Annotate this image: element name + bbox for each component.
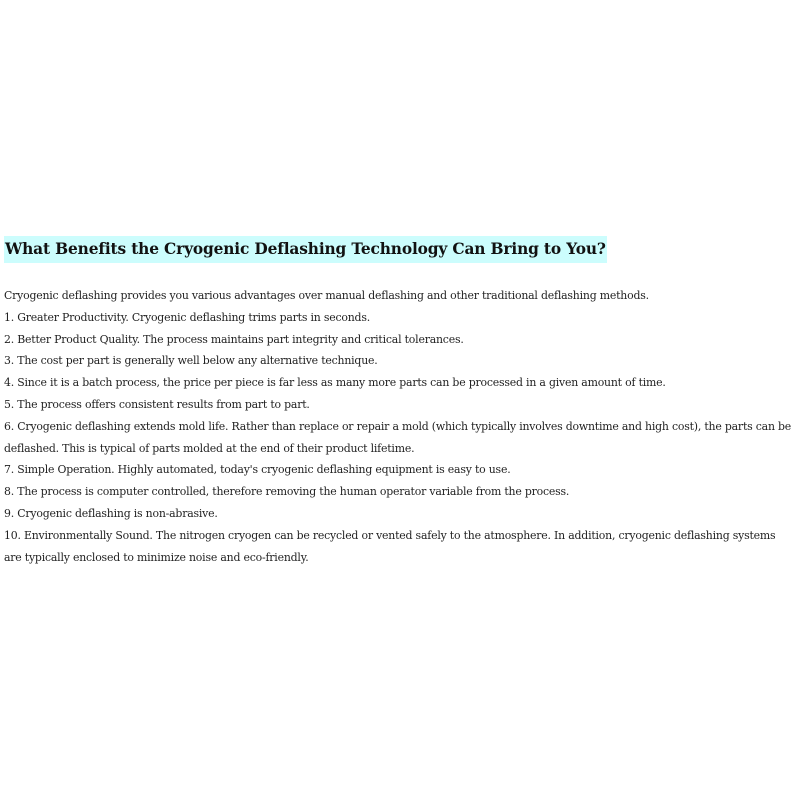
- benefit-item-9: 9. Cryogenic deflashing is non-abrasive.: [4, 506, 218, 520]
- article-body: [4, 285, 796, 568]
- benefit-item-5: 5. The process offers consistent results from part to part.: [4, 397, 310, 411]
- benefit-item-3: 3. The cost per part is generally well below any alternative technique.: [4, 354, 378, 368]
- benefit-item-1: 1. Greater Productivity. Cryogenic deflashing trims parts in seconds.: [4, 310, 370, 324]
- benefit-item-4: 4. Since it is a batch process, the price per piece is far less as many more parts can be processed in a given amount of time.: [4, 376, 666, 390]
- article: [4, 236, 796, 568]
- benefit-item-10: 10. Environmentally Sound. The nitrogen cryogen can be recycled or vented safely to the atmosphere. In addition, cryogenic deflashing systems are typically enclosed to minimize noise and eco-friendly.: [4, 528, 776, 564]
- intro-paragraph: Cryogenic deflashing provides you various advantages over manual deflashing and other traditional deflashing methods.: [4, 289, 649, 302]
- benefit-item-2: 2. Better Product Quality. The process maintains part integrity and critical tolerances.: [4, 332, 464, 346]
- benefit-item-7: 7. Simple Operation. Highly automated, today's cryogenic deflashing equipment is easy to use.: [4, 463, 511, 477]
- article-heading: What Benefits the Cryogenic Deflashing Technology Can Bring to You?: [4, 236, 607, 263]
- benefit-item-8: 8. The process is computer controlled, therefore removing the human operator variable from the process.: [4, 485, 570, 499]
- benefit-item-6: 6. Cryogenic deflashing extends mold life. Rather than replace or repair a mold (which typically involves downtime and high cost), the parts can be deflashed. This is typical of parts molded at the end of their product lifetime.: [4, 419, 792, 455]
